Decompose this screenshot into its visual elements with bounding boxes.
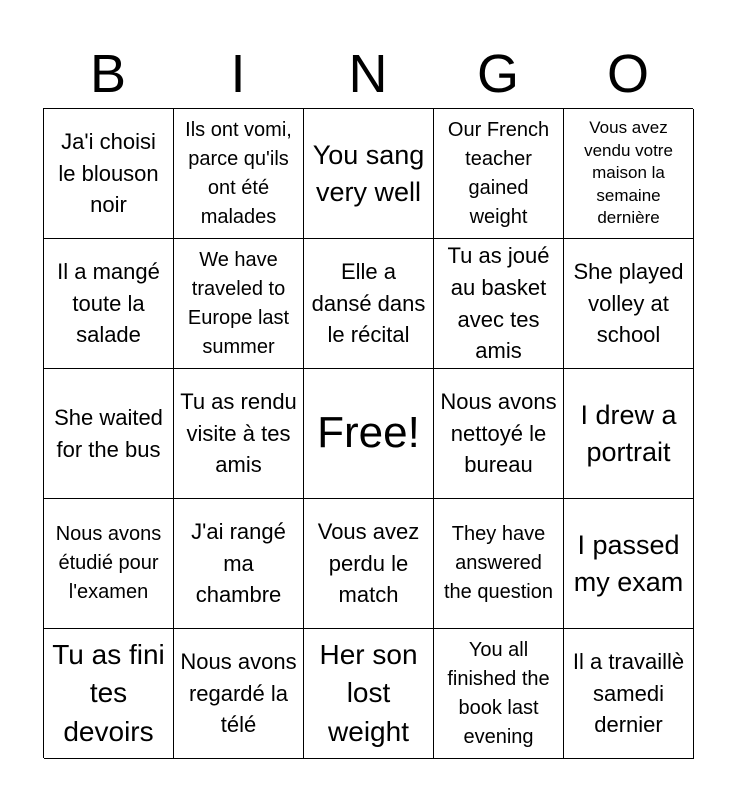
header-letter-o: O xyxy=(606,44,649,104)
cell-text: Nous avons nettoyé le bureau xyxy=(440,388,557,478)
header-letter-i: I xyxy=(230,44,246,104)
bingo-cell xyxy=(44,369,174,499)
bingo-cell xyxy=(44,629,174,759)
cell-text: Vous avez vendu votre maison la semaine dernière xyxy=(584,117,673,228)
cell-text: Ils ont vomi, parce qu'ils ont été malades xyxy=(185,118,292,228)
bingo-cell xyxy=(174,369,304,499)
bingo-cell xyxy=(44,109,174,239)
header-letter-g: G xyxy=(476,44,519,104)
bingo-cell xyxy=(434,499,564,629)
bingo-cell xyxy=(434,109,564,239)
cell-text: Il a mangé toute la salade xyxy=(57,258,160,348)
cell-text: We have traveled to Europe last summer xyxy=(187,248,290,358)
bingo-cell xyxy=(44,239,174,369)
cell-text: Her son lost weight xyxy=(319,638,418,747)
bingo-cell xyxy=(434,369,564,499)
cell-text: Elle a dansé dans le récital xyxy=(311,258,426,348)
bingo-cell xyxy=(304,239,434,369)
cell-text: You sang very well xyxy=(312,140,425,207)
cell-text: Our French teacher gained weight xyxy=(447,118,550,228)
cell-text: She played volley at school xyxy=(573,258,684,348)
cell-text: Il a travaillè samedi dernier xyxy=(572,648,685,738)
cell-text: I drew a portrait xyxy=(580,400,677,467)
bingo-cell xyxy=(174,499,304,629)
bingo-cell xyxy=(564,369,694,499)
free-space xyxy=(304,369,434,499)
cell-text: Tu as joué au basket avec tes amis xyxy=(447,242,550,364)
bingo-board xyxy=(43,108,693,758)
cell-text: Ja'i choisi le blouson noir xyxy=(58,128,159,218)
bingo-cell xyxy=(174,629,304,759)
bingo-cell xyxy=(564,629,694,759)
cell-text: Nous avons étudié pour l'examen xyxy=(55,523,162,603)
bingo-cell xyxy=(564,499,694,629)
cell-text: You all finished the book last evening xyxy=(447,638,550,748)
bingo-cell xyxy=(304,499,434,629)
bingo-header xyxy=(43,40,693,108)
cell-text: Nous avons regardé la télé xyxy=(180,648,297,738)
bingo-cell xyxy=(564,239,694,369)
cell-text: Tu as fini tes devoirs xyxy=(52,638,165,747)
bingo-cell xyxy=(174,239,304,369)
header-letter-n: N xyxy=(348,44,388,104)
bingo-cell xyxy=(434,239,564,369)
bingo-cell xyxy=(44,499,174,629)
bingo-cell xyxy=(304,109,434,239)
cell-text: I passed my exam xyxy=(573,530,684,597)
header-letter-b: B xyxy=(89,44,127,104)
cell-text: J'ai rangé ma chambre xyxy=(191,518,286,608)
cell-text: Vous avez perdu le match xyxy=(317,518,420,608)
cell-text: Tu as rendu visite à tes amis xyxy=(180,388,297,478)
bingo-cell xyxy=(304,629,434,759)
free-space-text: Free! xyxy=(317,408,420,458)
cell-text: They have answered the question xyxy=(444,523,553,603)
cell-text: She waited for the bus xyxy=(54,404,163,462)
bingo-cell xyxy=(174,109,304,239)
bingo-cell xyxy=(434,629,564,759)
bingo-cell xyxy=(564,109,694,239)
